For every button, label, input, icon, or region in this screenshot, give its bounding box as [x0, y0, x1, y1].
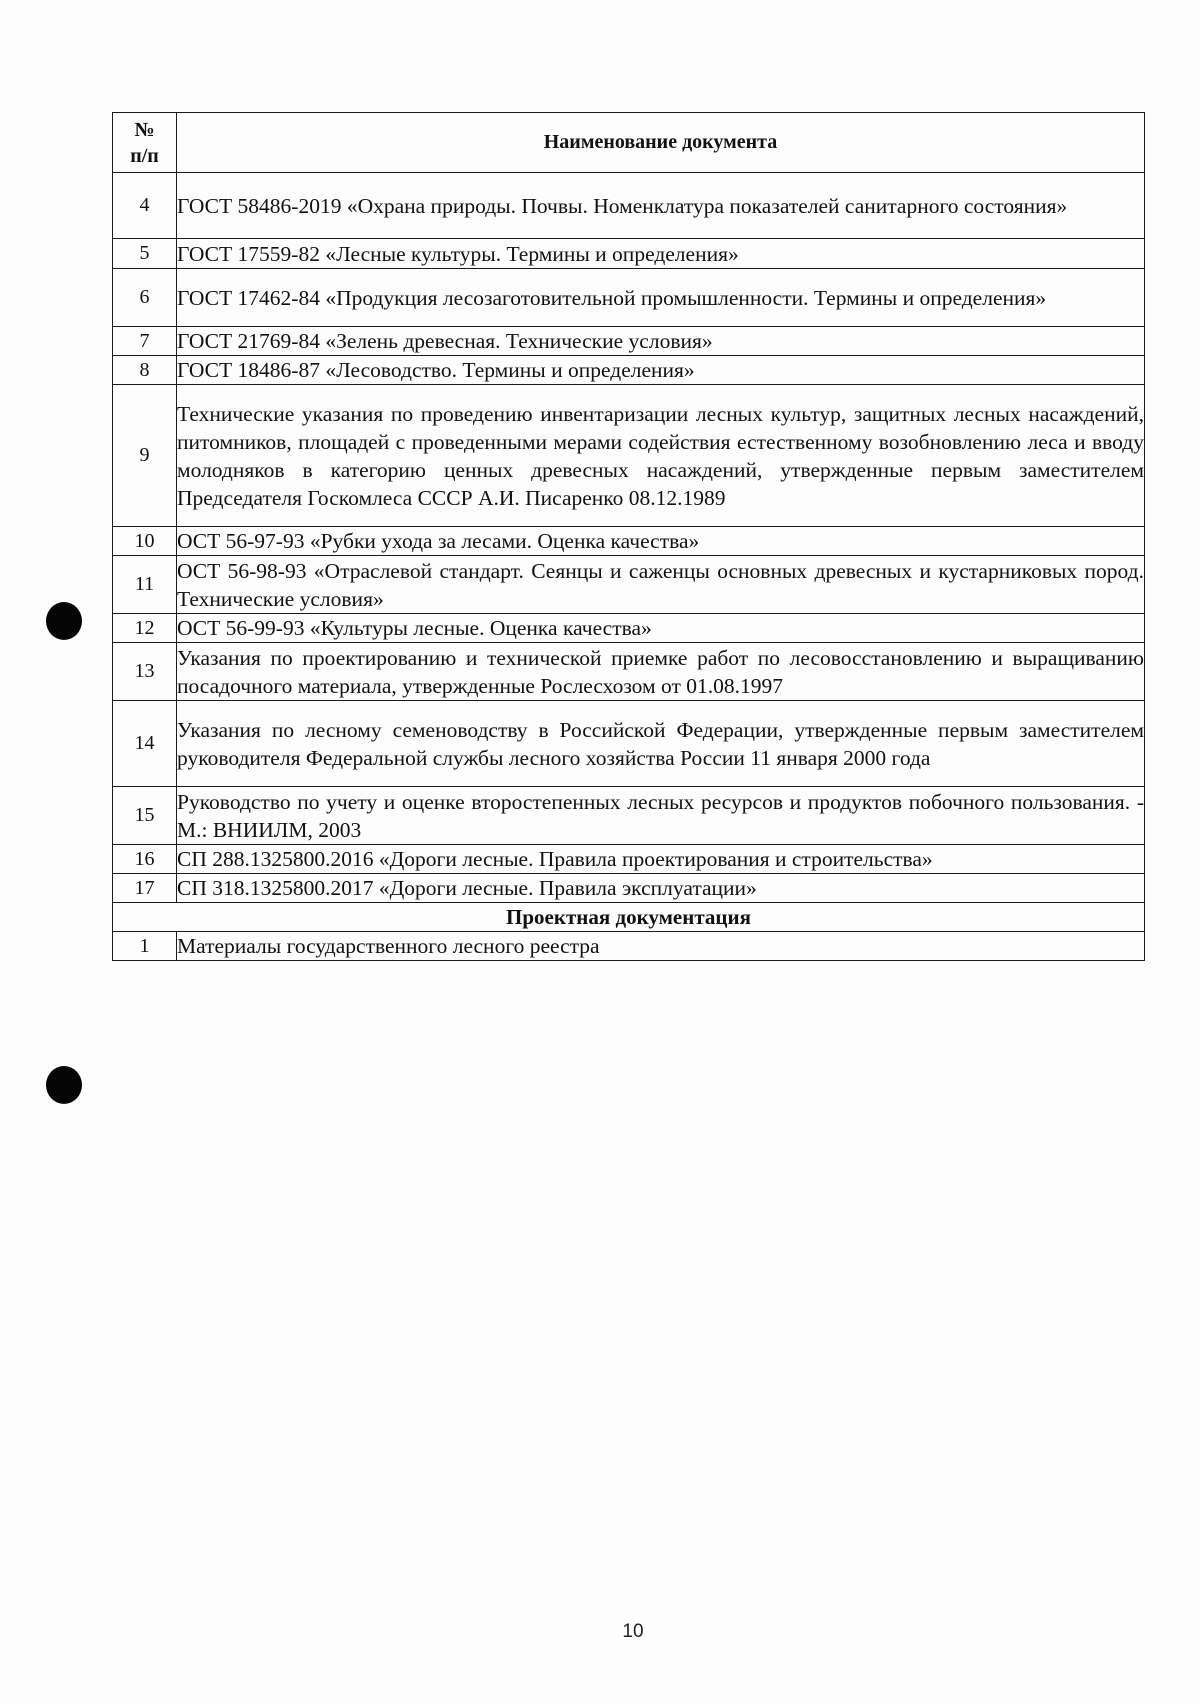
document-name: Материалы государственного лесного реестра [177, 932, 1145, 961]
header-number-abbrev: п/п [130, 144, 159, 167]
table-row [113, 932, 1145, 961]
row-number: 14 [113, 701, 177, 787]
document-name: ОСТ 56-99-93 «Культуры лесные. Оценка качества» [177, 614, 1145, 643]
document-name: ОСТ 56-98-93 «Отраслевой стандарт. Сеянцы и саженцы основных древесных и кустарниковых пород. Технические условия» [177, 556, 1145, 614]
row-number: 1 [113, 932, 177, 961]
table-row [113, 556, 1145, 614]
document-name: ГОСТ 17559-82 «Лесные культуры. Термины и определения» [177, 239, 1145, 269]
table-row [113, 527, 1145, 556]
document-name: ГОСТ 18486-87 «Лесоводство. Термины и определения» [177, 356, 1145, 385]
row-number: 11 [113, 556, 177, 614]
punch-hole-lower [46, 1066, 82, 1104]
row-number: 4 [113, 173, 177, 239]
row-number: 17 [113, 874, 177, 903]
document-name: СП 288.1325800.2016 «Дороги лесные. Правила проектирования и строительства» [177, 845, 1145, 874]
table-row [113, 701, 1145, 787]
row-number: 12 [113, 614, 177, 643]
document-name: Указания по проектированию и технической приемке работ по лесовосстановлению и выращиванию посадочного материала, утвержденные Рослесхозом от 01.08.1997 [177, 643, 1145, 701]
table-header-row [113, 113, 1145, 173]
row-number: 8 [113, 356, 177, 385]
table-row [113, 269, 1145, 327]
section-header-row [113, 903, 1145, 932]
document-name: ГОСТ 58486-2019 «Охрана природы. Почвы. Номенклатура показателей санитарного состояния» [177, 173, 1145, 239]
table-row [113, 327, 1145, 356]
row-number: 10 [113, 527, 177, 556]
row-number: 13 [113, 643, 177, 701]
row-number: 16 [113, 845, 177, 874]
table-row [113, 356, 1145, 385]
table-row [113, 239, 1145, 269]
row-number: 7 [113, 327, 177, 356]
documents-table [112, 112, 1145, 961]
row-number: 9 [113, 385, 177, 527]
document-name: ГОСТ 21769-84 «Зелень древесная. Технические условия» [177, 327, 1145, 356]
page-number: 10 [622, 1621, 644, 1642]
table-row [113, 385, 1145, 527]
table-row [113, 614, 1145, 643]
header-document-name: Наименование документа [177, 113, 1145, 173]
table-row [113, 173, 1145, 239]
header-number-cell [113, 113, 177, 173]
table-row [113, 845, 1145, 874]
document-name: ГОСТ 17462-84 «Продукция лесозаготовительной промышленности. Термины и определения» [177, 269, 1145, 327]
row-number: 15 [113, 787, 177, 845]
table-row [113, 787, 1145, 845]
table-row [113, 643, 1145, 701]
document-name: СП 318.1325800.2017 «Дороги лесные. Правила эксплуатации» [177, 874, 1145, 903]
header-number-symbol: № [134, 118, 155, 141]
section-title: Проектная документация [113, 903, 1145, 932]
document-name: Указания по лесному семеноводству в Российской Федерации, утвержденные первым заместителем руководителя Федеральной службы лесного хозяйства России 11 января 2000 года [177, 701, 1145, 787]
row-number: 6 [113, 269, 177, 327]
punch-hole-upper [46, 602, 82, 640]
document-name: ОСТ 56-97-93 «Рубки ухода за лесами. Оценка качества» [177, 527, 1145, 556]
table-row [113, 874, 1145, 903]
document-name: Руководство по учету и оценке второстепенных лесных ресурсов и продуктов побочного пользования. - М.: ВНИИЛМ, 2003 [177, 787, 1145, 845]
row-number: 5 [113, 239, 177, 269]
document-name: Технические указания по проведению инвентаризации лесных культур, защитных лесных насаждений, питомников, площадей с проведенными мерами содействия естественному возобновлению леса и вводу молодняков в категорию ценных древесных насаждений, утвержденные первым заместителем Председателя Госкомлеса СССР А.И. Писаренко 08.12.1989 [177, 385, 1145, 527]
